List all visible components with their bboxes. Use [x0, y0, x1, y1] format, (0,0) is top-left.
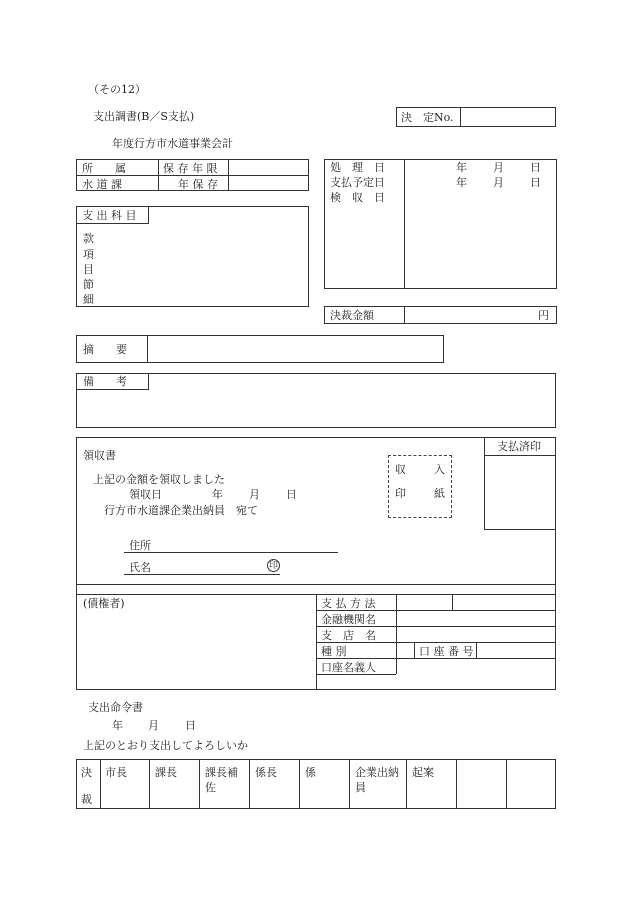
retention-value: 年 保 存	[178, 178, 218, 191]
account-kou: 項	[83, 248, 94, 261]
approval-head-bottom: 裁	[81, 793, 92, 806]
address-label: 住所	[129, 539, 151, 552]
receipt-addressee: 行方市水道課企業出納員 宛て	[104, 504, 258, 517]
remarks-label: 備 考	[83, 375, 127, 388]
paid-stamp-label: 支払済印	[497, 440, 541, 453]
payment-date-label: 支払予定日	[330, 176, 385, 189]
payment-order-text: 上記のとおり支出してよろしいか	[83, 739, 248, 752]
payment-order-title: 支出命令書	[88, 701, 143, 714]
account-holder-label: 口座名義人	[321, 661, 376, 674]
processing-date-label: 処 理 日	[330, 161, 385, 174]
name-line[interactable]	[124, 574, 280, 575]
inspection-date-label: 検 収 日	[330, 191, 385, 204]
bank-name-label: 金融機関名	[321, 613, 376, 626]
receipt-date-label: 領収日	[129, 488, 162, 501]
expense-account-title: 支 出 科 目	[82, 209, 137, 222]
name-label: 氏名	[129, 561, 151, 574]
payment-method-label: 支 払 方 法	[321, 597, 376, 610]
branch-name-label: 支 店 名	[321, 629, 376, 642]
seal-mark: 印	[268, 561, 278, 571]
account-setsu: 節	[83, 278, 94, 291]
form-number: （その12）	[88, 83, 146, 96]
approved-amount-label: 決裁金額	[330, 309, 374, 322]
department-value: 水 道 課	[82, 178, 122, 191]
receipt-title: 領収書	[83, 449, 116, 462]
summary-box[interactable]	[76, 335, 444, 363]
summary-label: 摘 要	[83, 343, 127, 356]
yen-unit: 円	[538, 309, 549, 322]
receipt-statement: 上記の金額を領収しました	[93, 473, 225, 486]
form-title: 支出調書(B／S支払)	[93, 110, 195, 123]
fiscal-year-title: 年度行方市水道事業会計	[112, 137, 233, 150]
account-number-label: 口 座 番 号	[419, 645, 474, 658]
department-label: 所 属	[82, 162, 126, 175]
retention-label: 保 存 年 限	[163, 162, 218, 175]
approval-cell-blank-1[interactable]	[456, 759, 506, 809]
creditor-label: (債権者)	[83, 597, 125, 610]
approval-head-top: 決	[81, 766, 92, 779]
account-type-label: 種 別	[321, 645, 347, 658]
approval-cell-blank-2[interactable]	[506, 759, 556, 809]
account-kan: 款	[83, 232, 94, 245]
decision-number-label: 決 定No.	[401, 111, 454, 124]
address-line[interactable]	[124, 552, 338, 553]
account-moku: 目	[83, 263, 94, 276]
account-saimoku: 細	[83, 293, 94, 306]
